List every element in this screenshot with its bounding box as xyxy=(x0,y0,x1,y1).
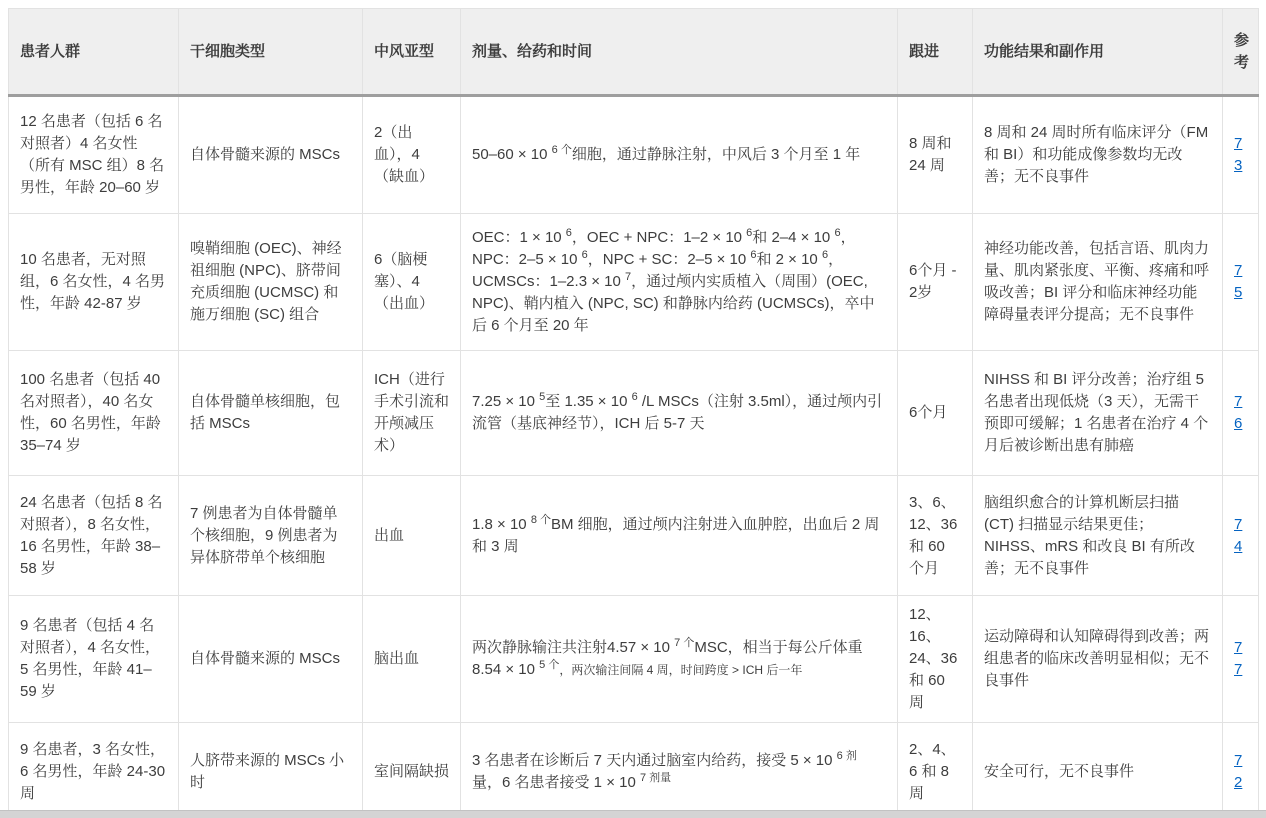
ref-link[interactable]: 77 xyxy=(1234,639,1243,678)
cell-functional-outcome: 运动障碍和认知障碍得到改善；两组患者的临床改善明显相似；无不良事件 xyxy=(973,596,1223,723)
col-header-stroke-subtype: 中风亚型 xyxy=(363,9,461,96)
cell-functional-outcome: 8 周和 24 周时所有临床评分（FM 和 BI）和功能成像参数均无改善；无不良事件 xyxy=(973,96,1223,214)
cell-functional-outcome: 脑组织愈合的计算机断层扫描 (CT) 扫描显示结果更佳；NIHSS、mRS 和改良 BI 有所改善；无不良事件 xyxy=(973,476,1223,596)
table-row xyxy=(9,351,1259,476)
col-header-functional-outcome-side-effects: 功能结果和副作用 xyxy=(973,9,1223,96)
clinical-trials-table xyxy=(8,8,1259,818)
cell-followup: 8 周和 24 周 xyxy=(898,96,973,214)
cell-dose-administration-timing: 3 名患者在诊断后 7 天内通过脑室内给药，接受 5 × 10 $^{6 剂}$量，6 名患者接受 1 × 10 $^{7 剂量}$ xyxy=(461,723,898,818)
cell-stroke-subtype: 出血 xyxy=(363,476,461,596)
ref-link[interactable]: 75 xyxy=(1234,262,1243,301)
cell-stem-cell-type: 自体骨髓单核细胞，包括 MSCs xyxy=(179,351,363,476)
col-header-followup: 跟进 xyxy=(898,9,973,96)
table-row xyxy=(9,596,1259,723)
table-body xyxy=(9,96,1259,818)
cell-reference xyxy=(1223,476,1259,596)
header-row xyxy=(9,9,1259,96)
cell-patient-population: 12 名患者（包括 6 名对照者）4 名女性（所有 MSC 组）8 名男性，年龄 20–60 岁 xyxy=(9,96,179,214)
cell-stem-cell-type: 自体骨髓来源的 MSCs xyxy=(179,96,363,214)
cell-stem-cell-type: 自体骨髓来源的 MSCs xyxy=(179,596,363,723)
ref-link[interactable]: 73 xyxy=(1234,135,1243,174)
cell-dose-administration-timing: 两次静脉输注共注射4.57 × 10 $^{7 个}$MSC，相当于每公斤体重 8.54 × 10 $^{5 个}$，两次输注间隔 4 周，时间跨度 > ICH 后一年 xyxy=(461,596,898,723)
col-header-patient-population: 患者人群 xyxy=(9,9,179,96)
cell-followup: 3、6、12、36 和 60 个月 xyxy=(898,476,973,596)
horizontal-scrollbar[interactable] xyxy=(0,810,1266,818)
cell-stroke-subtype: 室间隔缺损 xyxy=(363,723,461,818)
cell-followup: 2、4、6 和 8 周 xyxy=(898,723,973,818)
cell-patient-population: 24 名患者（包括 8 名对照者），8 名女性，16 名男性，年龄 38–58 岁 xyxy=(9,476,179,596)
cell-dose-administration-timing: 7.25 × 10 $^5$至 1.35 × 10 $^6$ /L MSCs（注射 3.5ml），通过颅内引流管（基底神经节），ICH 后 5-7 天 xyxy=(461,351,898,476)
cell-dose-administration-timing: 1.8 × 10 $^{8 个}$BM 细胞，通过颅内注射进入血肿腔，出血后 2 周和 3 周 xyxy=(461,476,898,596)
cell-reference xyxy=(1223,351,1259,476)
cell-stroke-subtype: 2（出血），4（缺血） xyxy=(363,96,461,214)
cell-reference xyxy=(1223,96,1259,214)
table-header xyxy=(9,9,1259,96)
cell-stroke-subtype: ICH（进行手术引流和开颅减压术） xyxy=(363,351,461,476)
table-row xyxy=(9,476,1259,596)
col-header-stem-cell-type: 干细胞类型 xyxy=(179,9,363,96)
cell-dose-administration-timing: OEC：1 × 10 $^6$，OEC + NPC：1–2 × 10 $^6$和 2–4 × 10 $^6$，NPC：2–5 × 10 $^6$，NPC + SC：2–5 × 10 $^6$和 2 × 10 $^6$，UCMSCs：1–2.3 × 10 $^7$，通过颅内实质植入（周围）(OEC, NPC)、鞘内植入 (NPC, SC) 和静脉内给药 (UCMSCs)，卒中后 6 个月至 20 年 xyxy=(461,214,898,351)
cell-reference xyxy=(1223,723,1259,818)
cell-stroke-subtype: 脑出血 xyxy=(363,596,461,723)
cell-reference xyxy=(1223,596,1259,723)
cell-patient-population: 10 名患者，无对照组，6 名女性，4 名男性，年龄 42-87 岁 xyxy=(9,214,179,351)
cell-followup: 12、16、24、36 和 60 周 xyxy=(898,596,973,723)
cell-functional-outcome: NIHSS 和 BI 评分改善；治疗组 5 名患者出现低烧（3 天），无需干预即可缓解；1 名患者在治疗 4 个月后被诊断出患有肺癌 xyxy=(973,351,1223,476)
cell-followup: 6个月 - 2岁 xyxy=(898,214,973,351)
table-row xyxy=(9,214,1259,351)
cell-dose-administration-timing: 50–60 × 10 $^{6 个}$细胞，通过静脉注射，中风后 3 个月至 1 年 xyxy=(461,96,898,214)
cell-stem-cell-type: 嗅鞘细胞 (OEC)、神经祖细胞 (NPC)、脐带间充质细胞 (UCMSC) 和施万细胞 (SC) 组合 xyxy=(179,214,363,351)
cell-patient-population: 9 名患者（包括 4 名对照者），4 名女性，5 名男性，年龄 41–59 岁 xyxy=(9,596,179,723)
col-header-reference: 参考 xyxy=(1223,9,1259,96)
cell-stem-cell-type: 7 例患者为自体骨髓单个核细胞，9 例患者为异体脐带单个核细胞 xyxy=(179,476,363,596)
cell-stem-cell-type: 人脐带来源的 MSCs 小时 xyxy=(179,723,363,818)
cell-stroke-subtype: 6（脑梗塞）、4（出血） xyxy=(363,214,461,351)
col-header-dose-administration-timing: 剂量、给药和时间 xyxy=(461,9,898,96)
table-row xyxy=(9,96,1259,214)
cell-functional-outcome: 神经功能改善，包括言语、肌肉力量、肌肉紧张度、平衡、疼痛和呼吸改善；BI 评分和临床神经功能障碍量表评分提高；无不良事件 xyxy=(973,214,1223,351)
cell-followup: 6个月 xyxy=(898,351,973,476)
cell-patient-population: 100 名患者（包括 40 名对照者），40 名女性，60 名男性，年龄 35–74 岁 xyxy=(9,351,179,476)
cell-functional-outcome: 安全可行，无不良事件 xyxy=(973,723,1223,818)
ref-link[interactable]: 76 xyxy=(1234,393,1243,432)
ref-link[interactable]: 74 xyxy=(1234,515,1243,555)
table-row xyxy=(9,723,1259,818)
cell-reference xyxy=(1223,214,1259,351)
ref-link[interactable]: 72 xyxy=(1234,751,1243,791)
cell-patient-population: 9 名患者，3 名女性，6 名男性，年龄 24-30 周 xyxy=(9,723,179,818)
